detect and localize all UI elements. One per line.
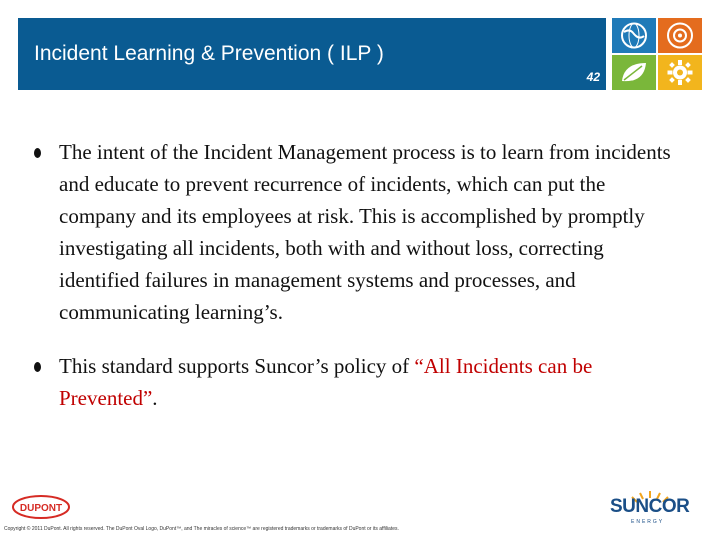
bullet-text: The intent of the Incident Management process is to learn from incidents and educate to prevent recurrence of incidents, which can put the company and its employees at risk. This is accomplished by promptly investigating all incidents, both with and without loss, correcting identified failures in management systems and processes, and communicating learning’s. bbox=[59, 140, 671, 324]
bullet-item bbox=[34, 136, 684, 328]
globe-icon bbox=[612, 18, 656, 53]
bullet-dot bbox=[34, 148, 41, 158]
header-icon-tiles bbox=[612, 18, 702, 90]
suncor-logo bbox=[610, 490, 690, 524]
target-icon bbox=[658, 18, 702, 53]
slide-number: 42 bbox=[586, 70, 600, 84]
dupont-logo bbox=[10, 494, 72, 520]
gear-icon bbox=[658, 55, 702, 90]
leaf-icon bbox=[612, 55, 656, 90]
bullet-list bbox=[34, 136, 684, 436]
dupont-logo-text: DUPONT bbox=[19, 503, 63, 514]
suncor-logo-subtext: ENERGY bbox=[631, 519, 665, 525]
bullet-text: This standard supports Suncor’s policy of bbox=[59, 354, 415, 378]
header-bar bbox=[18, 18, 606, 90]
bullet-item bbox=[34, 350, 684, 414]
copyright-text: Copyright © 2011 DuPont. All rights reserved. The DuPont Oval Logo, DuPont™, and The miracles of science™ are registered trademarks or trademarks of DuPont or its affiliates. bbox=[4, 526, 399, 532]
suncor-logo-text: SUNCOR bbox=[610, 496, 690, 517]
bullet-dot bbox=[34, 362, 41, 372]
slide-title: Incident Learning & Prevention ( ILP ) bbox=[34, 42, 384, 65]
bullet-text-end: . bbox=[152, 386, 158, 410]
policy-quote: “All Incidents can be Prevented” bbox=[59, 354, 593, 410]
